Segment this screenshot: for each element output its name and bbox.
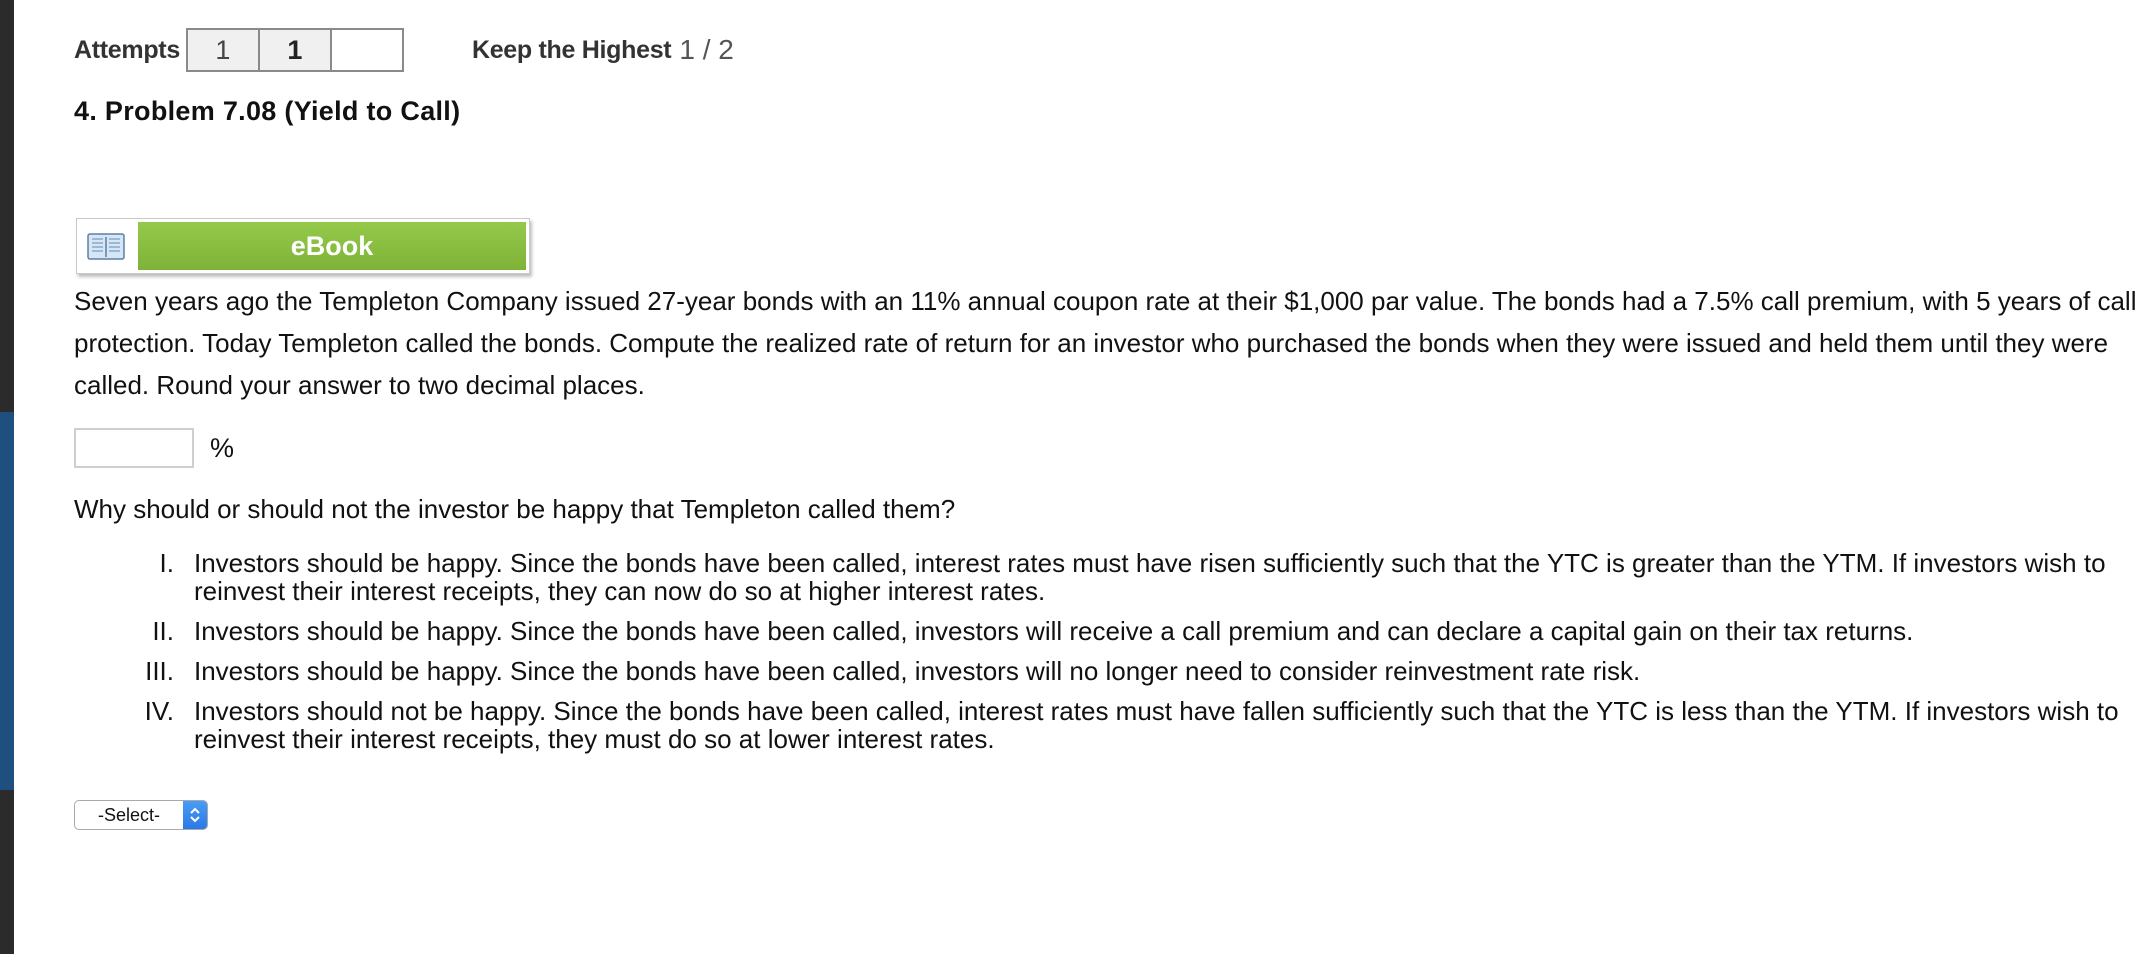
ebook-label: eBook	[138, 222, 526, 270]
option-text: Investors should be happy. Since the bonds have been called, investors will receive a call premium and can declare a capital gain on their tax returns.	[194, 616, 1914, 646]
question-paragraph: Seven years ago the Templeton Company issued 27-year bonds with an 11% annual coupon rate at their $1,000 par value. The bonds had a 7.5% call premium, with 5 years of call protection. Today Templeton called the bonds. Compute the realized rate of return for an investor who purchased the bonds when they were issued and held them until they were called. Round your answer to two decimal places.	[74, 286, 2137, 400]
ebook-button[interactable]	[76, 218, 530, 274]
left-rail	[0, 0, 14, 954]
option-item	[74, 697, 2150, 753]
option-item	[74, 549, 2150, 605]
keep-highest-label: Keep the Highest	[471, 35, 672, 64]
problem-title: 4. Problem 7.08 (Yield to Call)	[74, 96, 461, 126]
option-number: IV.	[144, 696, 174, 726]
percent-unit: %	[210, 432, 235, 463]
attempts-row	[74, 26, 734, 74]
attempt-box: 1	[258, 28, 332, 72]
chevron-updown-icon	[183, 801, 207, 829]
option-text: Investors should be happy. Since the bonds have been called, interest rates must have risen sufficiently such that the YTC is greater than the YTM. If investors wish to reinvest their interest receipts, they can now do so at higher interest rates.	[194, 548, 2106, 606]
attempt-box: 1	[186, 28, 260, 72]
book-icon	[77, 219, 135, 273]
answer-input[interactable]	[74, 428, 194, 468]
option-number: III.	[145, 656, 174, 686]
select-value: -Select-	[97, 804, 160, 825]
attempts-label: Attempts	[74, 35, 180, 64]
option-text: Investors should not be happy. Since the bonds have been called, interest rates must have fallen sufficiently such that the YTC is less than the YTM. If investors wish to reinvest their interest receipts, they must do so at lower interest rates.	[194, 696, 2119, 754]
option-number: II.	[152, 616, 174, 646]
why-question: Why should or should not the investor be happy that Templeton called them?	[74, 494, 956, 524]
option-item	[74, 657, 2150, 685]
left-rail-accent	[0, 412, 14, 790]
option-number: I.	[159, 548, 174, 578]
option-text: Investors should be happy. Since the bonds have been called, investors will no longer need to consider reinvestment rate risk.	[194, 656, 1641, 686]
option-item	[74, 617, 2150, 645]
answer-select[interactable]	[74, 800, 208, 830]
attempt-box	[330, 28, 404, 72]
answer-row	[74, 428, 234, 468]
options-list	[74, 549, 2150, 765]
keep-highest-value: 1 / 2	[679, 34, 734, 65]
